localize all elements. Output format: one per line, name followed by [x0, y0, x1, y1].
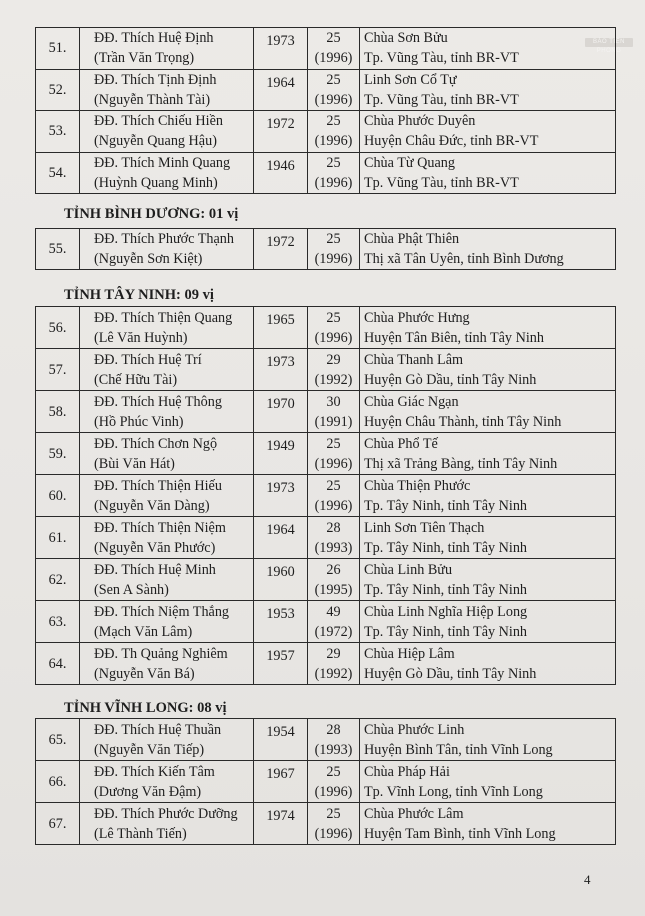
temple-cell — [360, 719, 616, 761]
monk-name-cell — [80, 152, 254, 194]
monk-name-cell — [80, 475, 254, 517]
birth-year: 1973 — [254, 349, 308, 391]
row-number: 67. — [36, 803, 80, 845]
ordination-year: (1996) — [314, 133, 353, 150]
secular-name: (Nguyễn Văn Dàng) — [94, 497, 210, 514]
dharma-name: ĐĐ. Thích Huệ Thông — [94, 393, 222, 410]
ordination-cell — [308, 111, 360, 153]
dharma-name: ĐĐ. Thích Huệ Thuần — [94, 721, 222, 738]
temple-name: Chùa Sơn Bửu — [364, 30, 448, 47]
monk-name-cell — [80, 349, 254, 391]
ordination-age: 30 — [326, 393, 341, 410]
temple-cell — [360, 111, 616, 153]
ordination-age: 29 — [326, 351, 341, 368]
ordination-cell — [308, 152, 360, 194]
temple-location: Huyện Gò Dầu, tỉnh Tây Ninh — [364, 665, 537, 682]
row-number: 54. — [36, 152, 80, 194]
temple-location: Huyện Tam Bình, tỉnh Vĩnh Long — [364, 825, 556, 842]
temple-cell — [360, 28, 616, 70]
secular-name: (Bùi Văn Hát) — [94, 455, 175, 472]
table-row — [36, 761, 616, 803]
temple-location: Tp. Tây Ninh, tỉnh Tây Ninh — [364, 497, 528, 514]
birth-year: 1946 — [254, 152, 308, 194]
monk-name-cell — [80, 601, 254, 643]
birth-year: 1957 — [254, 643, 308, 685]
ordination-year: (1995) — [314, 581, 353, 598]
table-row — [36, 803, 616, 845]
temple-cell — [360, 229, 616, 270]
temple-name: Chùa Phước Duyên — [364, 113, 476, 130]
birth-year: 1974 — [254, 803, 308, 845]
table-row — [36, 475, 616, 517]
row-number: 53. — [36, 111, 80, 153]
ordination-age: 49 — [326, 603, 341, 620]
temple-name: Chùa Phước Hưng — [364, 309, 470, 326]
temple-name: Chùa Pháp Hải — [364, 763, 450, 780]
dharma-name: ĐĐ. Thích Thiện Hiếu — [94, 477, 222, 494]
table-row — [36, 28, 616, 70]
temple-name: Chùa Từ Quang — [364, 154, 455, 171]
register-table — [35, 718, 616, 845]
birth-year: 1972 — [254, 229, 308, 270]
dharma-name: ĐĐ. Thích Phước Thạnh — [94, 231, 234, 247]
row-number: 64. — [36, 643, 80, 685]
row-number: 52. — [36, 69, 80, 111]
ordination-year: (1991) — [314, 413, 353, 430]
ordination-age: 25 — [326, 763, 341, 780]
register-table — [35, 27, 616, 194]
ordination-year: (1996) — [314, 825, 353, 842]
row-number: 65. — [36, 719, 80, 761]
temple-name: Chùa Linh Nghĩa Hiệp Long — [364, 603, 528, 620]
temple-location: Tp. Tây Ninh, tỉnh Tây Ninh — [364, 623, 528, 640]
dharma-name: ĐĐ. Thích Chơn Ngộ — [94, 435, 218, 452]
temple-cell — [360, 349, 616, 391]
ordination-year: (1996) — [314, 174, 353, 191]
temple-name: Chùa Thiện Phước — [364, 477, 471, 494]
monk-name-cell — [80, 719, 254, 761]
ordination-cell — [308, 761, 360, 803]
watermark-logo: BÁO TIỀN PHONG — [585, 38, 633, 47]
table-row — [36, 643, 616, 685]
ordination-age: 25 — [326, 154, 341, 171]
ordination-cell — [308, 643, 360, 685]
row-number: 51. — [36, 28, 80, 70]
birth-year: 1954 — [254, 719, 308, 761]
temple-location: Huyện Châu Đức, tỉnh BR-VT — [364, 133, 539, 150]
table-row — [36, 559, 616, 601]
temple-cell — [360, 559, 616, 601]
birth-year: 1960 — [254, 559, 308, 601]
temple-location: Huyện Châu Thành, tỉnh Tây Ninh — [364, 413, 562, 430]
row-number: 61. — [36, 517, 80, 559]
monk-name-cell — [80, 433, 254, 475]
ordination-cell — [308, 475, 360, 517]
ordination-year: (1993) — [314, 741, 353, 758]
secular-name: (Mạch Văn Lâm) — [94, 623, 193, 640]
ordination-year: (1996) — [314, 251, 353, 267]
dharma-name: ĐĐ. Thích Huệ Minh — [94, 561, 216, 578]
birth-year: 1964 — [254, 69, 308, 111]
temple-location: Thị xã Tân Uyên, tỉnh Bình Dương — [364, 251, 564, 267]
temple-location: Tp. Vũng Tàu, tỉnh BR-VT — [364, 174, 519, 191]
monk-name-cell — [80, 803, 254, 845]
table-row — [36, 349, 616, 391]
monk-name-cell — [80, 643, 254, 685]
ordination-year: (1996) — [314, 91, 353, 108]
dharma-name: ĐĐ. Thích Thiện Niệm — [94, 519, 226, 536]
ordination-age: 25 — [326, 113, 341, 130]
ordination-year: (1996) — [314, 783, 353, 800]
temple-name: Chùa Linh Bửu — [364, 561, 453, 578]
monk-name-cell — [80, 517, 254, 559]
table-row — [36, 719, 616, 761]
table-row — [36, 307, 616, 349]
dharma-name: ĐĐ. Thích Thiện Quang — [94, 309, 233, 326]
table-row — [36, 391, 616, 433]
temple-location: Tp. Vũng Tàu, tỉnh BR-VT — [364, 50, 519, 67]
secular-name: (Nguyễn Văn Tiếp) — [94, 741, 205, 758]
temple-location: Huyện Gò Dầu, tỉnh Tây Ninh — [364, 371, 537, 388]
ordination-year: (1993) — [314, 539, 353, 556]
birth-year: 1965 — [254, 307, 308, 349]
temple-cell — [360, 475, 616, 517]
table-row — [36, 229, 616, 270]
monk-name-cell — [80, 229, 254, 270]
table-row — [36, 601, 616, 643]
secular-name: (Huỳnh Quang Minh) — [94, 174, 218, 191]
ordination-year: (1996) — [314, 329, 353, 346]
ordination-age: 26 — [326, 561, 341, 578]
secular-name: (Dương Văn Đậm) — [94, 783, 202, 800]
monk-name-cell — [80, 69, 254, 111]
birth-year: 1972 — [254, 111, 308, 153]
section-title: TỈNH BÌNH DƯƠNG: 01 vị — [64, 206, 239, 222]
row-number: 58. — [36, 391, 80, 433]
ordination-age: 25 — [326, 71, 341, 88]
temple-name: Chùa Phước Linh — [364, 721, 465, 738]
birth-year: 1973 — [254, 475, 308, 517]
table-row — [36, 152, 616, 194]
secular-name: (Trần Văn Trọng) — [94, 50, 195, 67]
secular-name: (Nguyễn Văn Phước) — [94, 539, 216, 556]
temple-location: Huyện Tân Biên, tỉnh Tây Ninh — [364, 329, 544, 346]
ordination-cell — [308, 719, 360, 761]
ordination-cell — [308, 433, 360, 475]
ordination-year: (1972) — [314, 623, 353, 640]
temple-name: Chùa Phổ Tế — [364, 435, 438, 452]
temple-name: Chùa Thanh Lâm — [364, 351, 464, 368]
secular-name: (Lê Thành Tiến) — [94, 825, 187, 842]
table-row — [36, 433, 616, 475]
secular-name: (Nguyễn Thành Tài) — [94, 91, 211, 108]
birth-year: 1973 — [254, 28, 308, 70]
temple-name: Chùa Giác Ngạn — [364, 393, 459, 410]
ordination-cell — [308, 803, 360, 845]
ordination-age: 29 — [326, 645, 341, 662]
row-number: 63. — [36, 601, 80, 643]
register-table — [35, 228, 616, 270]
temple-cell — [360, 69, 616, 111]
temple-location: Thị xã Trảng Bàng, tỉnh Tây Ninh — [364, 455, 558, 472]
secular-name: (Nguyễn Văn Bá) — [94, 665, 195, 682]
birth-year: 1953 — [254, 601, 308, 643]
temple-location: Huyện Bình Tân, tỉnh Vĩnh Long — [364, 741, 553, 758]
secular-name: (Lê Văn Huỳnh) — [94, 329, 188, 346]
secular-name: (Hồ Phúc Vinh) — [94, 413, 184, 430]
row-number: 59. — [36, 433, 80, 475]
secular-name: (Chế Hữu Tài) — [94, 371, 178, 388]
dharma-name: ĐĐ. Thích Chiếu Hiền — [94, 113, 223, 130]
monk-name-cell — [80, 559, 254, 601]
ordination-cell — [308, 559, 360, 601]
ordination-cell — [308, 517, 360, 559]
table-row — [36, 517, 616, 559]
temple-cell — [360, 803, 616, 845]
row-number: 56. — [36, 307, 80, 349]
ordination-age: 25 — [326, 805, 341, 822]
table-row — [36, 69, 616, 111]
dharma-name: ĐĐ. Thích Phước Dưỡng — [94, 805, 238, 822]
temple-name: Linh Sơn Tiên Thạch — [364, 519, 485, 536]
temple-cell — [360, 152, 616, 194]
secular-name: (Sen A Sành) — [94, 581, 169, 598]
ordination-year: (1996) — [314, 497, 353, 514]
secular-name: (Nguyễn Quang Hậu) — [94, 133, 217, 150]
secular-name: (Nguyễn Sơn Kiệt) — [94, 251, 203, 267]
dharma-name: ĐĐ. Thích Huệ Trí — [94, 351, 202, 368]
ordination-cell — [308, 69, 360, 111]
temple-cell — [360, 307, 616, 349]
temple-location: Tp. Vĩnh Long, tỉnh Vĩnh Long — [364, 783, 543, 800]
ordination-age: 28 — [326, 721, 341, 738]
ordination-cell — [308, 307, 360, 349]
ordination-cell — [308, 349, 360, 391]
birth-year: 1949 — [254, 433, 308, 475]
birth-year: 1970 — [254, 391, 308, 433]
ordination-cell — [308, 601, 360, 643]
ordination-age: 25 — [326, 435, 341, 452]
temple-cell — [360, 517, 616, 559]
section-title: TỈNH VĨNH LONG: 08 vị — [64, 700, 227, 716]
monk-name-cell — [80, 28, 254, 70]
temple-cell — [360, 643, 616, 685]
ordination-cell — [308, 229, 360, 270]
temple-cell — [360, 391, 616, 433]
ordination-cell — [308, 391, 360, 433]
birth-year: 1964 — [254, 517, 308, 559]
monk-name-cell — [80, 761, 254, 803]
temple-location: Tp. Tây Ninh, tỉnh Tây Ninh — [364, 581, 528, 598]
ordination-age: 25 — [326, 477, 341, 494]
temple-name: Chùa Phật Thiên — [364, 231, 460, 247]
monk-name-cell — [80, 391, 254, 433]
temple-cell — [360, 433, 616, 475]
temple-name: Linh Sơn Cổ Tự — [364, 71, 457, 88]
ordination-age: 28 — [326, 519, 341, 536]
monk-name-cell — [80, 111, 254, 153]
ordination-cell — [308, 28, 360, 70]
register-table — [35, 306, 616, 685]
section-title: TỈNH TÂY NINH: 09 vị — [64, 287, 214, 303]
dharma-name: ĐĐ. Th Quảng Nghiêm — [94, 645, 228, 662]
temple-location: Tp. Tây Ninh, tỉnh Tây Ninh — [364, 539, 528, 556]
ordination-year: (1996) — [314, 455, 353, 472]
ordination-year: (1992) — [314, 665, 353, 682]
row-number: 60. — [36, 475, 80, 517]
monk-name-cell — [80, 307, 254, 349]
dharma-name: ĐĐ. Thích Huệ Định — [94, 30, 214, 47]
temple-name: Chùa Hiệp Lâm — [364, 645, 455, 662]
birth-year: 1967 — [254, 761, 308, 803]
page-number: 4 — [584, 872, 591, 887]
dharma-name: ĐĐ. Thích Minh Quang — [94, 154, 231, 171]
row-number: 57. — [36, 349, 80, 391]
dharma-name: ĐĐ. Thích Niệm Thắng — [94, 603, 230, 620]
temple-name: Chùa Phước Lâm — [364, 805, 464, 822]
ordination-year: (1992) — [314, 371, 353, 388]
table-row — [36, 111, 616, 153]
row-number: 66. — [36, 761, 80, 803]
ordination-age: 25 — [326, 309, 341, 326]
temple-location: Tp. Vũng Tàu, tỉnh BR-VT — [364, 91, 519, 108]
dharma-name: ĐĐ. Thích Kiến Tâm — [94, 763, 215, 780]
row-number: 55. — [36, 229, 80, 270]
temple-cell — [360, 601, 616, 643]
row-number: 62. — [36, 559, 80, 601]
dharma-name: ĐĐ. Thích Tịnh Định — [94, 71, 217, 88]
ordination-age: 25 — [326, 231, 341, 247]
ordination-year: (1996) — [314, 50, 353, 67]
ordination-age: 25 — [326, 30, 341, 47]
temple-cell — [360, 761, 616, 803]
